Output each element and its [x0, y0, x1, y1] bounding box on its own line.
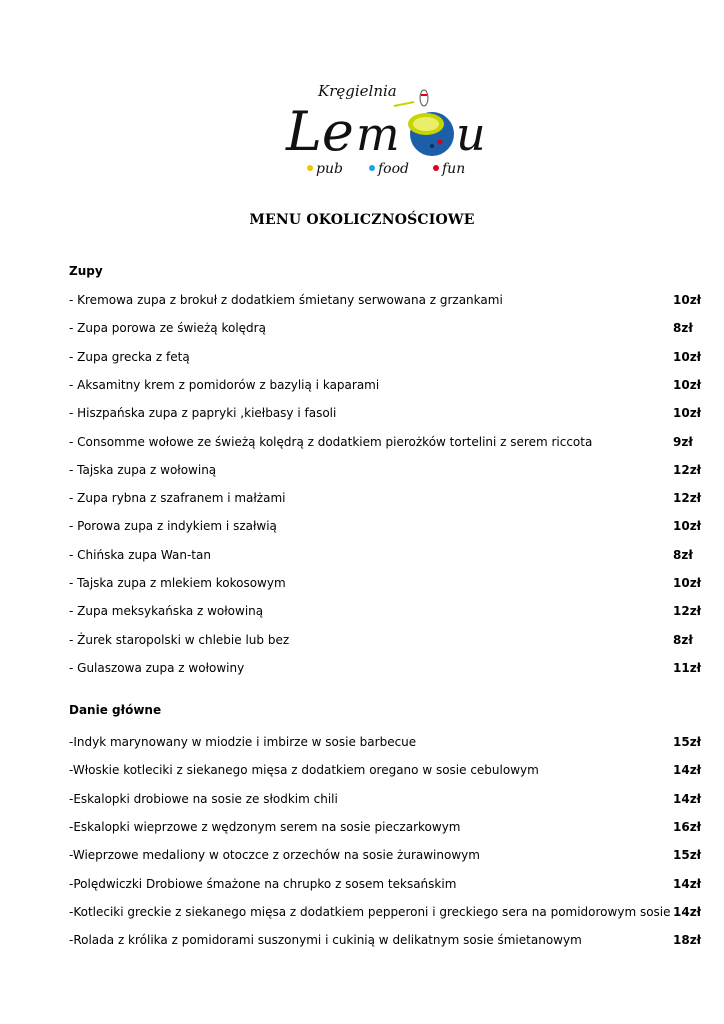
menu-item	[69, 376, 702, 394]
menu-item	[69, 433, 699, 451]
menu-item-name: -Indyk marynowany w miodzie i imbirze w sosie barbecue	[69, 735, 417, 749]
menu-item	[69, 574, 702, 592]
menu-item	[69, 790, 702, 808]
menu-item-price: 14zł	[673, 791, 702, 806]
logo-brand-u: u	[456, 107, 486, 161]
menu-item	[69, 517, 702, 535]
menu-item	[69, 348, 702, 366]
menu-item-name: - Hiszpańska zupa z papryki ,kiełbasy i fasoli	[69, 406, 337, 421]
menu-item	[69, 602, 702, 620]
menu-item	[69, 659, 702, 677]
menu-item-price: 18zł	[673, 933, 702, 948]
logo-brand-L: Le	[286, 100, 354, 163]
menu-item-name: -Polędwiczki Drobiowe śmażone na chrupko z sosem teksańskim	[69, 876, 457, 891]
menu-item-price: 15zł	[673, 735, 702, 749]
menu-item-price: 12zł	[673, 462, 702, 477]
menu-item-name: -Eskalopki wieprzowe z wędzonym serem na sosie pieczarkowym	[69, 819, 461, 834]
menu-item-price: 10zł	[673, 519, 702, 534]
menu-item-price: 14zł	[673, 904, 702, 919]
page-title: MENU OKOLICZNOŚCIOWE	[249, 212, 475, 228]
menu-item	[69, 903, 702, 921]
menu-item-price: 8zł	[673, 547, 693, 562]
menu-item-price: 16zł	[673, 819, 702, 834]
menu-item-name: - Gulaszowa zupa z wołowiny	[69, 660, 245, 675]
menu-item-name: - Porowa zupa z indykiem i szałwią	[69, 519, 277, 534]
menu-item	[69, 761, 702, 779]
menu-item-name: - Kremowa zupa z brokuł z dodatkiem śmietany serwowana z grzankami	[69, 293, 503, 307]
menu-item-price: 15zł	[673, 848, 702, 863]
menu-item-name: - Chińska zupa Wan-tan	[69, 547, 211, 562]
menu-item-name: - Zupa rybna z szafranem i małżami	[69, 491, 286, 506]
menu-item-name: - Zupa porowa ze świeżą kolędrą	[69, 321, 266, 336]
menu-item-price: 10zł	[673, 293, 702, 307]
bowling-pin-icon	[394, 90, 428, 106]
logo-tagline-fun: fun	[442, 161, 466, 177]
section-heading: Danie główne	[69, 703, 162, 717]
menu-item-price: 10zł	[673, 377, 702, 392]
lemon-logo	[282, 72, 498, 182]
menu-item-name: -Włoskie kotleciki z siekanego mięsa z dodatkiem oregano w sosie cebulowym	[69, 763, 539, 778]
menu-item-name: - Tajska zupa z mlekiem kokosowym	[69, 576, 286, 590]
menu-item-price: 11zł	[673, 660, 702, 675]
menu-item-price: 10zł	[673, 406, 702, 421]
menu-item-price: 10zł	[673, 576, 702, 590]
menu-item	[69, 291, 702, 309]
menu-item-price: 8zł	[673, 321, 693, 336]
menu-item-name: -Eskalopki drobiowe na sosie ze słodkim chili	[69, 791, 338, 806]
menu-item-name: - Aksamitny krem z pomidorów z bazylią i kaparami	[69, 377, 380, 392]
menu-item	[69, 846, 702, 864]
menu-item	[69, 931, 702, 949]
logo-top-text: Kręgielnia	[318, 82, 397, 100]
section-heading: Zupy	[69, 264, 103, 278]
menu-item-price: 12zł	[673, 491, 702, 506]
menu-item	[69, 546, 699, 564]
menu-item	[69, 319, 699, 337]
logo-tagline-food: food	[378, 161, 410, 177]
menu-item-name: - Tajska zupa z wołowiną	[69, 462, 217, 477]
yellow-dot-icon	[307, 165, 313, 171]
menu-item-name: -Kotleciki greckie z siekanego mięsa z dodatkiem pepperoni i greckiego sera na pomidorowym sosie	[69, 904, 671, 919]
logo	[282, 72, 498, 182]
blue-dot-icon	[369, 165, 375, 171]
menu-item-price: 9zł	[673, 434, 693, 449]
menu-item-name: -Wieprzowe medaliony w otoczce z orzechów na sosie żurawinowym	[69, 848, 480, 863]
red-dot-icon	[433, 165, 439, 171]
menu-item	[69, 875, 702, 893]
menu-item-price: 10zł	[673, 349, 702, 364]
bowling-ball-icon	[408, 112, 454, 156]
menu-item	[69, 818, 702, 836]
menu-item-name: -Rolada z królika z pomidorami suszonymi i cukinią w delikatnym sosie śmietanowym	[69, 933, 582, 948]
menu-item	[69, 461, 702, 479]
menu-item-price: 14zł	[673, 763, 702, 778]
logo-brand-m: m	[356, 107, 400, 161]
menu-item-name: - Żurek staropolski w chlebie lub bez	[69, 632, 290, 647]
menu-item-name: - Zupa meksykańska z wołowiną	[69, 604, 264, 619]
menu-item-price: 8zł	[673, 632, 693, 647]
menu-item-name: - Consomme wołowe ze świeżą kolędrą z dodatkiem pierożków tortelini z serem riccota	[69, 434, 593, 449]
logo-tagline-pub: pub	[316, 161, 343, 177]
menu-item	[69, 733, 702, 751]
menu-item-price: 14zł	[673, 876, 702, 891]
menu-item-price: 12zł	[673, 604, 702, 619]
menu-item	[69, 489, 702, 507]
menu-item-name: - Zupa grecka z fetą	[69, 349, 190, 364]
menu-item	[69, 631, 699, 649]
menu-item	[69, 404, 702, 422]
